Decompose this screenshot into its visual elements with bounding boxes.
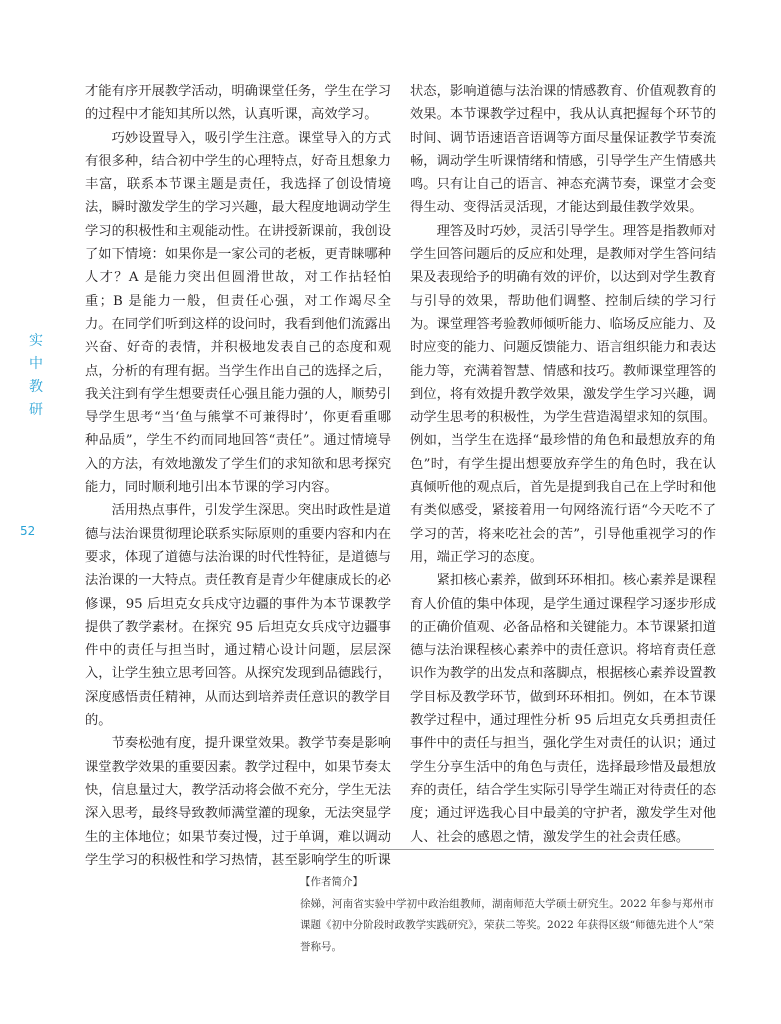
author-bio-text: 徐娣，河南省实验中学初中政治组教师，湖南师范大学硕士研究生。2022 年参与郑州市课题《初中分阶段时政教学实践研究》，荣获二等奖。2022 年获得区级“师德先进个人”荣誉称号。 [300, 897, 714, 953]
right-column [410, 80, 716, 849]
page-number: 52 [20, 524, 36, 538]
journal-name [24, 330, 48, 422]
divider-line [300, 849, 714, 850]
author-bio-heading: 【作者简介】 [300, 876, 363, 888]
paragraph: 活用热点事件，引发学生深思。突出时政性是道德与法治课贯彻理论联系实际原则的重要内容和内在要求，体现了道德与法治课的时代性特征，是道德与法治课的一大特点。责任教育是青少年健康成长的必修课，95 后坦克女兵戍守边疆的事件为本节课教学提供了教学素材。在探究 95 后坦克女兵戍守边疆事件中的责任与担当时，通过精心设计问题，层层深入，让学生独立思考回答。从探究发现到品德践行，深度感悟责任精神，从而达到培养责任意识的教学目的。 [85, 503, 391, 729]
journal-name-char: 研 [29, 402, 43, 418]
journal-sidebar [24, 330, 48, 422]
journal-name-char: 中 [29, 356, 43, 372]
journal-name-char: 教 [29, 379, 43, 395]
paragraph: 巧妙设置导入，吸引学生注意。课堂导入的方式有很多种，结合初中学生的心理特点，好奇且想象力丰富，联系本节课主题是责任，我选择了创设情境法，瞬时激发学生的学习兴趣，最大程度地调动学生学习的积极性和主观能动性。在讲授新课前，我创设了如下情境：如果你是一家公司的老板，更青睐哪种人才？A 是能力突出但圆滑世故，对工作拈轻怕重；B 是能力一般，但责任心强，对工作竭尽全力。在同学们听到这样的设问时，我看到他们流露出兴奋、好奇的表情，并积极地发表自己的态度和观点，分析的有理有据。当学生作出自己的选择之后，我关注到有学生想要责任心强且能力强的人，顺势引导学生思考“当‘鱼与熊掌不可兼得时’，你更看重哪种品质”，学生不约而同地回答“责任”。通过情境导入的方法，有效地激发了学生们的求知欲和思考探究能力，同时顺利地引出本节课的学习内容。 [85, 130, 391, 496]
paragraph: 状态，影响道德与法治课的情感教育、价值观教育的效果。本节课教学过程中，我从认真把握每个环节的时间、调节语速语音语调等方面尽量保证教学节奏流畅，调动学生听课情绪和情感，引导学生产生情感共鸣。只有让自己的语言、神态充满节奏，课堂才会变得生动、变得活灵活现，才能达到最佳教学效果。 [410, 84, 716, 216]
paragraph: 节奏松弛有度，提升课堂效果。教学节奏是影响课堂教学效果的重要因素。教学过程中，如果节奏太快，信息量过大，教学活动将会做不充分，学生无法深入思考，最终导致教师满堂灌的现象，无法突显学生的主体地位；如果节奏过慢，过于单调，难以调动学生学习的积极性和学习热情，甚至影响学生的听课 [85, 736, 391, 868]
author-bio [300, 872, 714, 958]
paragraph: 才能有序开展教学活动，明确课堂任务，学生在学习的过程中才能知其所以然，认真听课，高效学习。 [85, 84, 391, 123]
paragraph: 理答及时巧妙，灵活引导学生。理答是指教师对学生回答问题后的反应和处理，是教师对学生答问结果及表现给予的明确有效的评价，以达到对学生教育与引导的效果，帮助他们调整、控制后续的学习行为。课堂理答考验教师倾听能力、临场反应能力、及时应变的能力、问题反馈能力、语言组织能力和表达能力等，充满着智慧、情感和技巧。教师课堂理答的到位，将有效提升教学效果，激发学生学习兴趣，调动学生思考的积极性，为学生营造渴望求知的氛围。例如，当学生在选择“最珍惜的角色和最想放弃的角色”时，有学生提出想要放弃学生的角色时，我在认真倾听他的观点后，首先是提到我自己在上学时和他有类似感受，紧接着用一句网络流行语“今天吃不了学习的苦，将来吃社会的苦”，引导他重视学习的作用，端正学习的态度。 [410, 223, 716, 565]
journal-name-char: 实 [29, 333, 43, 349]
left-column [85, 80, 391, 872]
paragraph: 紧扣核心素养，做到环环相扣。核心素养是课程育人价值的集中体现，是学生通过课程学习逐步形成的正确价值观、必备品格和关键能力。本节课紧扣道德与法治课程核心素养中的责任意识。将培育责任意识作为教学的出发点和落脚点，根据核心素养设置教学目标及教学环节，做到环环相扣。例如，在本节课教学过程中，通过理性分析 95 后坦克女兵勇担责任事件中的责任与担当，强化学生对责任的认识；通过学生分享生活中的角色与责任，选择最珍惜及最想放弃的责任，结合学生实际引导学生端正对待责任的态度；通过评选我心目中最美的守护者，激发学生对他人、社会的感恩之情，激发学生的社会责任感。 [410, 573, 716, 845]
